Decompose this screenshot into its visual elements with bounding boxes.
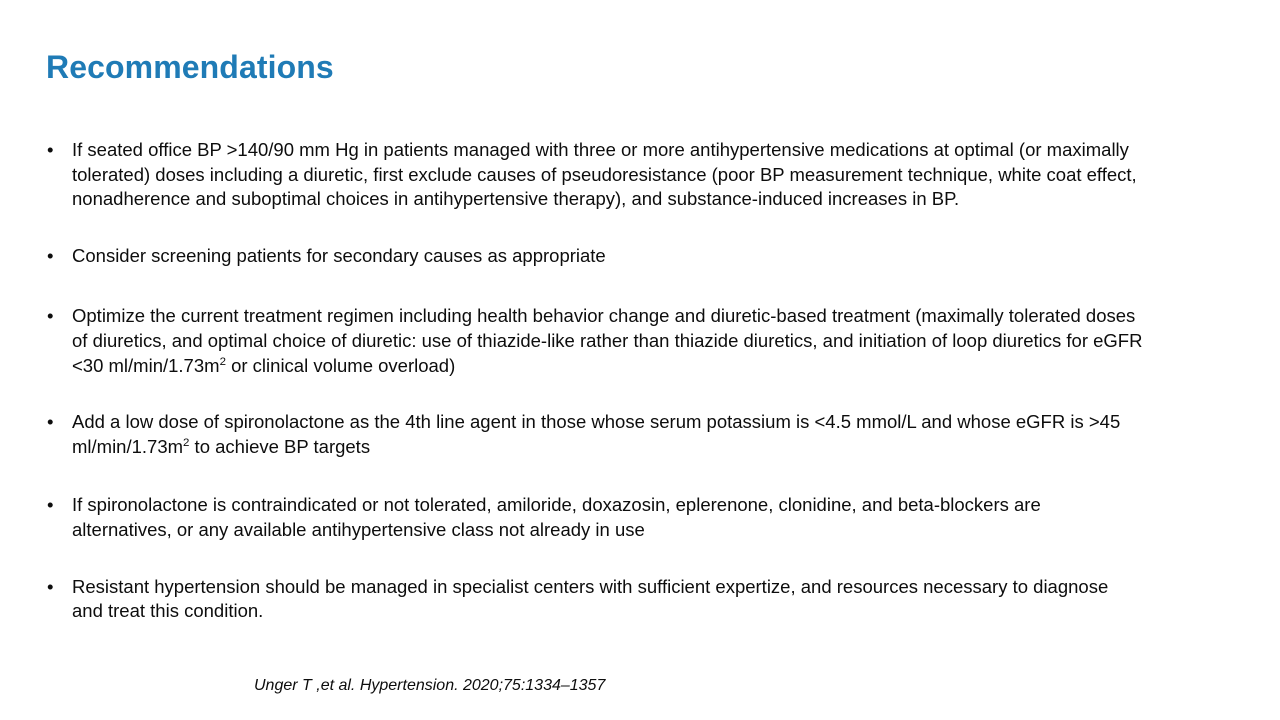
superscript-two: 2	[219, 355, 226, 368]
list-item	[44, 304, 1144, 378]
list-item	[44, 138, 1144, 212]
page-title: Recommendations	[46, 49, 334, 85]
list-item-text-part: Add a low dose of spironolactone as the 4th line agent in those whose serum potassium is <4.5 mmol/L and whose eGFR is >45 ml/min/1.73m	[72, 411, 1121, 457]
list-item-text-part: Optimize the current treatment regimen including health behavior change and diuretic-based treatment (maximally tolerated doses of diuretics, and optimal choice of diuretic: use of thiazide-like rather than thiazide diuretics, and initiation of loop diuretics for eGFR <30 ml/min/1.73m	[72, 305, 1143, 376]
bullet-dot-icon: •	[47, 244, 54, 266]
list-item-text: Consider screening patients for secondary causes as appropriate	[72, 244, 606, 266]
list-item	[44, 244, 1144, 269]
list-item-text-part: or clinical volume overload)	[225, 354, 456, 376]
list-item-text-part: to achieve BP targets	[189, 435, 371, 457]
list-item	[44, 493, 1144, 542]
list-item-text	[72, 410, 1144, 459]
bullet-dot-icon: •	[47, 494, 54, 516]
list-item	[44, 575, 1144, 624]
bullet-dot-icon: •	[47, 305, 54, 327]
list-item-text: If seated office BP >140/90 mm Hg in patients managed with three or more antihypertensive medications at optimal (or maximally tolerated) doses including a diuretic, first exclude causes of pseudoresistance (poor BP measurement technique, white coat effect, nonadherence and suboptimal choices in antihypertensive therapy), and substance-induced increases in BP.	[72, 139, 1137, 210]
bullet-dot-icon: •	[47, 575, 54, 597]
bullet-dot-icon: •	[47, 139, 54, 160]
recommendations-list	[44, 138, 1144, 624]
list-item-text: If spironolactone is contraindicated or not tolerated, amiloride, doxazosin, eplerenone, clonidine, and beta-blockers are alternatives, or any available antihypertensive class not already in use	[72, 494, 1041, 540]
superscript-two: 2	[183, 436, 190, 449]
bullet-dot-icon: •	[47, 411, 54, 433]
list-item-text: Resistant hypertension should be managed in specialist centers with sufficient expertize, and resources necessary to diagnose and treat this condition.	[72, 575, 1109, 622]
list-item-text	[72, 304, 1144, 378]
citation: Unger T ,et al. Hypertension. 2020;75:1334–1357	[254, 677, 606, 694]
list-item	[44, 410, 1144, 459]
